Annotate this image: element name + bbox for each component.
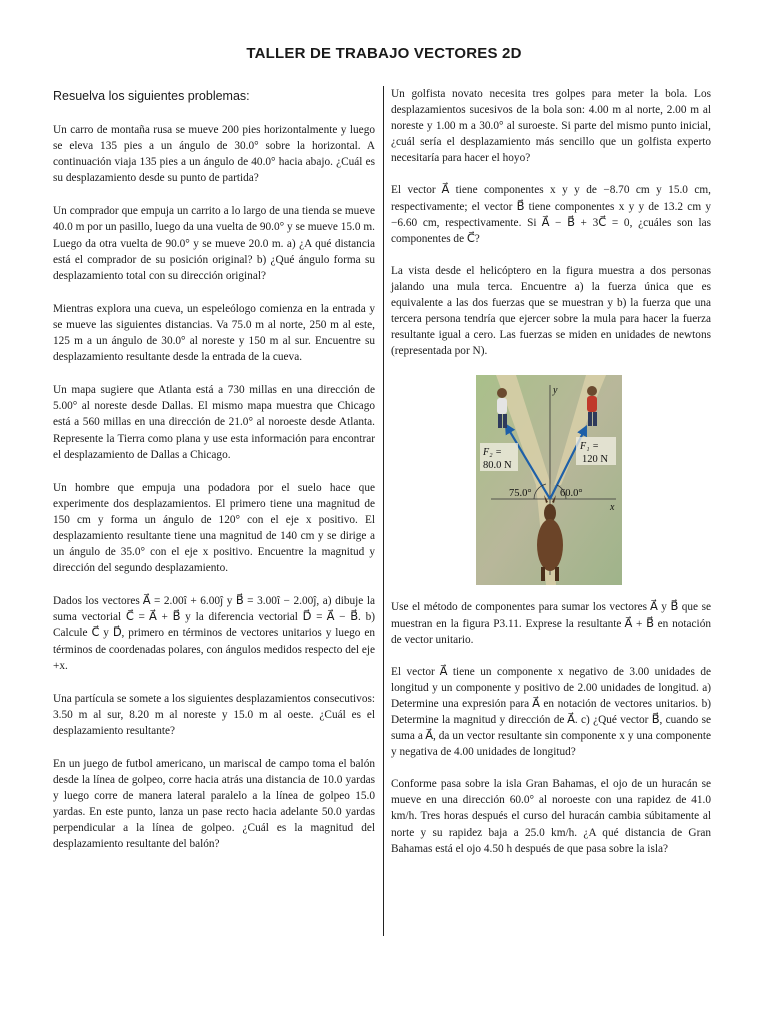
instructions: Resuelva los siguientes problemas: bbox=[53, 89, 250, 103]
problem-particle: Una partícula se somete a los siguientes desplazamientos consecutivos: 3.50 m al sur, 8.20 m al noreste y 15.0 m al oeste. ¿Cuál es el desplazamiento resultante? bbox=[53, 692, 375, 737]
problem-mule: La vista desde el helicóptero en la figura muestra a dos personas jalando una mula terca. Encuentre a) la fuerza única que es equivalente a las dos fuerzas que se muestran y b) la fuerza que una tercera persona tendría que ejercer sobre la mula para hacer la fuerza resultante igual a cero. Las fuerzas se miden en unidades de newtons (representada por N). bbox=[391, 264, 711, 358]
f2-value: 80.0 N bbox=[483, 460, 512, 472]
problem-vector-components: El vector A⃗ tiene componentes x y y de −8.70 cm y 15.0 cm, respectivamente; el vector B⃗ tiene componentes x y y de 13.2 cm y −6.60 cm, respectivamente. Si A⃗ − B⃗ + 3C⃗ = 0, ¿cuáles son las componentes de C⃗? bbox=[391, 184, 711, 245]
problem-shopper: Un comprador que empuja un carrito a lo largo de una tienda se mueve 40.0 m por un pasillo, luego da una vuelta de 90.0° y se mueve 15.0 m. Luego da otra vuelta de 90.0° y se mueve 20.0 m. a) ¿A qué distancia está el comprador de su posición original? b) ¿Qué ángulo forma su desplazamiento total con su dirección original? bbox=[53, 205, 375, 282]
problem-vector-a-negative-x: El vector A⃗ tiene un componente x negativo de 3.00 unidades de longitud y un componente y positivo de 2.00 unidades de longitud. a) Determine una expresión para A⃗ en notación de vectores unitarios. b) Determine la magnitud y dirección de A⃗. c) ¿Qué vector B⃗, cuando se suma a A⃗, da un vector resultante sin componente x y una componente y negativa de 4.00 unidades de longitud? bbox=[391, 665, 711, 759]
angle-right-label: 60.0° bbox=[560, 488, 583, 500]
problem-map: Un mapa sugiere que Atlanta está a 730 millas en una dirección de 5.00° al noreste desde Dallas. El mismo mapa muestra que Chicago está a 560 millas en una dirección de 21.0° al noroeste desde Atlanta. Represente la Tierra como plana y use esta información para encontrar el desplazamiento de Dallas a Chicago. bbox=[53, 384, 375, 461]
problem-hurricane: Conforme pasa sobre la isla Gran Bahamas, el ojo de un huracán se mueve en una dirección 60.0° al noroeste con una rapidez de 41.0 km/h. Tres horas después el curso del huracán cambia súbitamente al norte y su rapidez baja a 25.0 km/h. ¿A qué distancia de Gran Bahamas está el ojo 4.50 h después de que pasa sobre la isla? bbox=[391, 778, 711, 855]
problem-football: En un juego de futbol americano, un mariscal de campo toma el balón desde la línea de golpeo, corre hacia atrás una distancia de 10.0 yardas y luego corre de manera lateral paralelo a la línea de golpeo 15.0 yardas. En este punto, lanza un pase recto hacia adelante 50.0 yardas perpendicular a la línea de golpeo. ¿Cuál es la magnitud del desplazamiento resultante del balón? bbox=[53, 758, 375, 851]
mule-figure-illustration bbox=[476, 375, 622, 585]
f1-label: F₁ = bbox=[580, 441, 599, 453]
problem-roller-coaster: Un carro de montaña rusa se mueve 200 pies horizontalmente y luego se eleva 135 pies a un ángulo de 30.0° sobre la horizontal. A continuación viaja 135 pies a un ángulo de 40.0° hacia abajo. ¿Cuál es su desplazamiento desde su punto de partida? bbox=[53, 124, 375, 185]
y-axis-label: y bbox=[553, 385, 558, 397]
f1-value: 120 N bbox=[582, 454, 608, 466]
angle-left-label: 75.0° bbox=[509, 488, 532, 500]
problem-mower: Un hombre que empuja una podadora por el suelo hace que experimente dos desplazamientos. El primero tiene una magnitud de 150 cm y forma un ángulo de 120° con el eje x positivo. El desplazamiento resultante tiene una magnitud de 140 cm y se dirige a un ángulo de 35.0° con el eje x positivo. Encuentre la magnitud y dirección del segundo desplazamiento. bbox=[53, 481, 375, 575]
f2-label: F₂ = bbox=[483, 447, 502, 459]
column-divider bbox=[383, 86, 384, 936]
problem-vectors-a-b: Dados los vectores A⃗ = 2.00î + 6.00ĵ y B⃗ = 3.00î − 2.00ĵ, a) dibuje la suma vectorial C⃗ = A⃗ + B⃗ y la diferencia vectorial D⃗ = A⃗ − B⃗. b) Calcule C⃗ y D⃗, primero en términos de vectores unitarios y luego en términos de coordenadas polares, con ángulos medidos respecto del eje +x. bbox=[53, 595, 375, 672]
problem-component-method: Use el método de componentes para sumar los vectores A⃗ y B⃗ que se muestran en la figura P3.11. Exprese la resultante A⃗ + B⃗ en notación de vector unitario. bbox=[391, 601, 711, 646]
person-left bbox=[497, 388, 507, 428]
person-right bbox=[587, 386, 597, 426]
right-column bbox=[391, 86, 711, 873]
x-axis-label: x bbox=[610, 502, 615, 514]
left-column bbox=[53, 122, 375, 870]
mule-figure bbox=[476, 375, 622, 585]
problem-golfer: Un golfista novato necesita tres golpes para meter la bola. Los desplazamientos sucesivos de la bola son: 4.00 m al norte, 2.00 m al noreste y 1.00 m a 30.0° al suroeste. Si parte del mismo punto inicial, ¿cuál sería el desplazamiento más sencillo que un golfista experto necesitaría para hacer el hoyo? bbox=[391, 88, 711, 165]
problem-cave: Mientras explora una cueva, un espeleólogo comienza en la entrada y se mueve las siguientes distancias. Va 75.0 m al norte, 250 m al este, 125 m a un ángulo de 30.0° al noreste y 150 m al sur. Encuentre su desplazamiento resultante desde la entrada de la cueva. bbox=[53, 302, 375, 364]
page-title: TALLER DE TRABAJO VECTORES 2D bbox=[246, 45, 522, 62]
